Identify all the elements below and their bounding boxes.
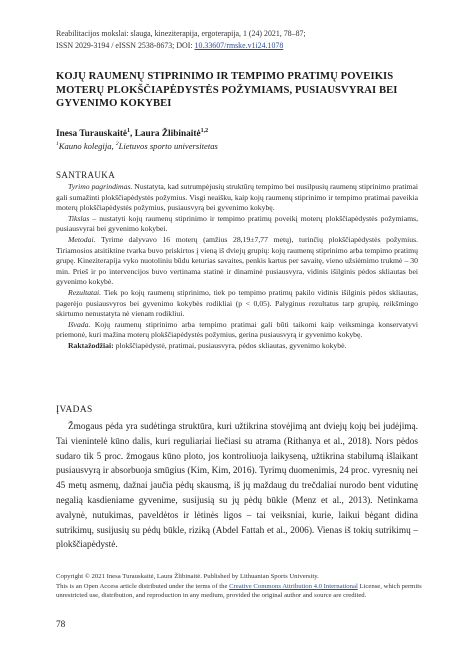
abstract-text: Nustatyta, kad sutrumpėjusių struktūrų tempimo bei nusilpusių raumenų stiprinimo pratimai gali sumažinti plokščiapėdystės požymius. Visgi neaišku, kaip kojų raumenų stiprinimo ir tempimo pratimai paveikia moterų plokščiapėdystės požymius, pusiausvyrą bei gyvenimo kokybę. <box>56 182 418 213</box>
license-prefix: This is an Open Access article distributed under the terms of the <box>56 582 230 590</box>
abstract-text: Tiek po kojų raumenų stiprinimo, tiek po tempimo pratimų pakilo vidinis išilginis pėdos skliautas, pagerėjo pusiausvyros bei gyvenimo kokybės rodikliai (p < 0,05). Palyginus rezultatus tarp grupių, reikšmingo skirtumo nenustatyta nė vienam rodikliui. <box>56 287 418 319</box>
author-name: Laura Žlibinaitė <box>134 129 201 140</box>
author-separator: , <box>130 129 135 140</box>
license-notice <box>56 582 422 601</box>
abstract-paragraph <box>56 182 418 214</box>
abstract-paragraph <box>56 288 418 320</box>
page-number: 78 <box>56 620 66 630</box>
affil-mark: 2 <box>115 141 119 148</box>
author-affil-mark: 1,2 <box>200 128 209 134</box>
abstract-label: Išvada. <box>68 319 91 329</box>
abstract-label: Metodai. <box>68 234 96 244</box>
abstract-text: Tyrime dalyvavo 16 moterų (amžius 28,19±7,77 metų), turinčių plokščiapėdystės požymius. Tiriamosios atsitiktine tvarka buvo priskirtos į vieną iš dviejų grupių: kojų raumenų stiprinimo arba tempimo pratimų grupę. Kineziterapija vyko nuotoliniu būdu keturias savaites, penkis kartus per savaitę, vieno užsiėmimo trukmė – 30 min. Prieš ir po intervencijos buvo vertinama statinė ir dinaminė pusiausvyra, vidinis išilginis pėdos skliautas bei gyvenimo kokybė. <box>56 234 418 287</box>
article-title: KOJŲ RAUMENŲ STIPRINIMO IR TEMPIMO PRATIMŲ POVEIKIS MOTERŲ PLOKŠČIAPĖDYSTĖS POŽYMIAMS, PUSIAUSVYRAI BEI GYVENIMO KOKYBEI <box>56 71 398 109</box>
affil-org: Lietuvos sporto universitetas <box>118 141 218 151</box>
abstract-body <box>56 182 418 352</box>
abstract-paragraph <box>56 214 418 235</box>
abstract-paragraph <box>56 235 418 288</box>
intro-heading: ĮVADAS <box>56 405 93 415</box>
abstract-text: – nustatyti kojų raumenų stiprinimo ir tempimo pratimų poveikį moterų plokščiapėdystės požymiams, pusiausvyrai bei gyvenimo kokybei. <box>56 213 418 234</box>
copyright-line: Copyright © 2021 Inesa Turauskaitė, Laura Žlibinaitė. Published by Lithuanian Sports University. <box>56 573 319 580</box>
doi-link[interactable]: 10.33607/rmske.v1i24.1078 <box>194 41 284 50</box>
author-list <box>56 128 208 139</box>
intro-paragraph: Žmogaus pėda yra sudėtinga struktūra, kuri užtikrina stovėjimą ant dviejų kojų bei judėjimą. Tai vienintelė kūno dalis, kuri reguliariai liečiasi su atrama (Rithanya et al., 2018). Nors pėdos sudaro tik 5 proc. žmogaus kūno ploto, jos kontroliuoja laikyseną, užtikrina stabilumą išlaikant pusiausvyrą ir absorbuoja smūgius (Kim, Kim, 2016). Tyrimų duomenimis, 24 proc. vyresnių nei 45 metų asmenų, dažnai jaučia pėdų skausmą, iš jų maždaug du trečdaliai nurodo bent vidutinę negalią kasdieniame gyvenime, susijusią su jų pėdų būkle (Menz et al., 2013). Netinkama avalynė, nutukimas, paveldėtos ir lėtinės ligos – tai veiksniai, kurie, laikui bėgant didina sutrikimų, susijusių su pėdų būkle, riziką (Abdel Fattah et al., 2006). Vienas iš tokių sutrikimų – plokščiapėdystė. <box>56 422 418 551</box>
journal-citation: Reabilitacijos mokslai: slauga, kineziterapija, ergoterapija, 1 (24) 2021, 78–87; <box>56 29 306 38</box>
affil-org: Kauno kolegija, <box>58 141 116 151</box>
author-name: Inesa Turauskaitė <box>56 129 128 140</box>
affiliations <box>56 141 218 151</box>
abstract-text: Kojų raumenų stiprinimo arba tempimo pratimai gali būti taikomi kaip veiksminga konservatyvi priemonė, kuri mažina moterų plokščiapėdystės požymius, gerina pusiausvyrą ir gyvenimo kokybę. <box>56 319 418 340</box>
keywords <box>56 341 418 352</box>
abstract-heading: SANTRAUKA <box>56 170 116 180</box>
license-link[interactable]: Creative Commons Attribution 4.0 International <box>229 582 358 590</box>
issn-text: ISSN 2029-3194 / eISSN 2538-8673; DOI: <box>56 41 195 50</box>
abstract-label: Tyrimo pagrindimas. <box>68 182 133 191</box>
copyright-footnote <box>56 572 422 601</box>
journal-header <box>56 28 436 52</box>
author-affil-mark: 1 <box>127 128 131 134</box>
abstract-label: Rezultatai. <box>68 287 102 297</box>
keywords-text: plokščiapėdystė, pratimai, pusiausvyra, pėdos skliautas, gyvenimo kokybė. <box>113 340 347 350</box>
abstract-paragraph <box>56 320 418 341</box>
affil-mark: 1 <box>56 141 59 148</box>
abstract-label: Tikslas <box>68 213 90 223</box>
journal-issn-doi <box>56 40 436 52</box>
keywords-label: Raktažodžiai: <box>68 340 114 350</box>
license-suffix: License, which permits unrestricted use, distribution, and reproduction in any medium, provided the original author and source are credited. <box>56 582 422 600</box>
